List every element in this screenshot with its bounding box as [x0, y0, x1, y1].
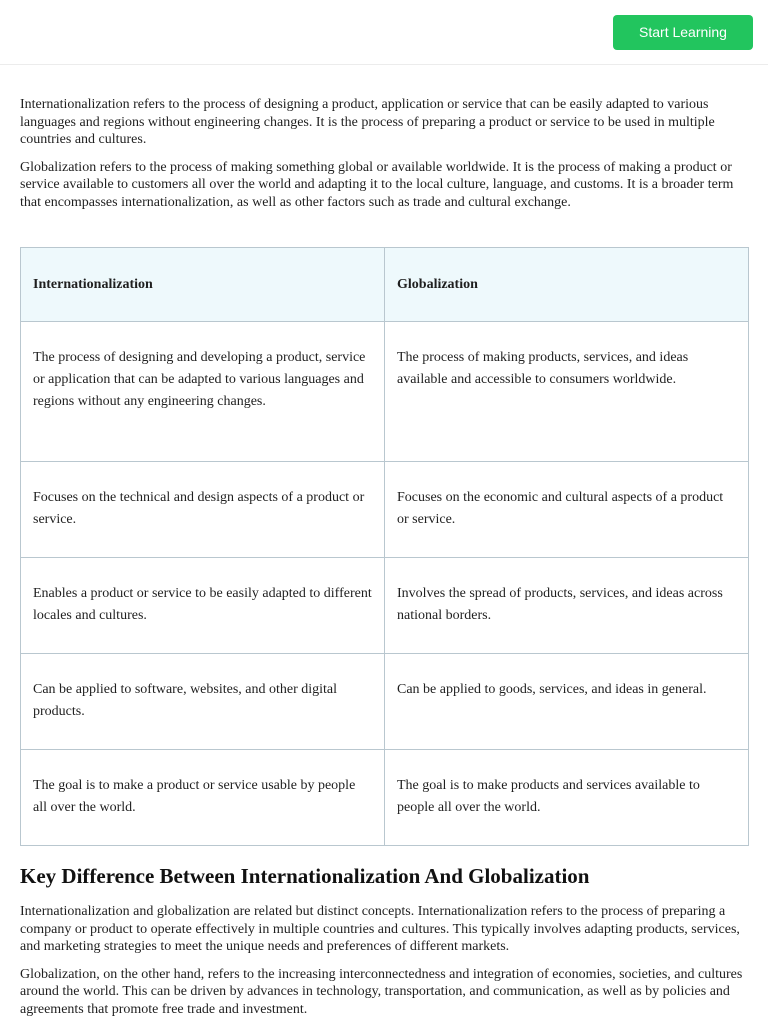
comparison-table: [20, 247, 749, 846]
table-cell: Involves the spread of products, services, and ideas across national borders.: [385, 558, 749, 654]
table-header-row: [21, 248, 749, 322]
key-difference-body: [20, 903, 748, 1018]
intro-paragraph-internationalization: Internationalization refers to the process of designing a product, application or service that can be easily adapted to various languages and regions without engineering changes. It is the process of preparing a product or service to be used in multiple countries and cultures.: [20, 97, 715, 147]
column-header-internationalization: Internationalization: [21, 248, 385, 322]
table-cell: The process of designing and developing a product, service or application that can be adapted to various languages and regions without any engineering changes.: [21, 322, 385, 462]
table-cell: The goal is to make products and services available to people all over the world.: [385, 750, 749, 846]
key-difference-paragraph: Globalization, on the other hand, refers to the increasing interconnectedness and integration of economies, societies, and cultures around the world. This can be driven by advances in technology, transportation, and communication, as well as by policies and agreements that promote free trade and investment.: [20, 966, 743, 1017]
table-row: [21, 462, 749, 558]
start-learning-button[interactable]: Start Learning: [613, 15, 753, 50]
table-cell: The process of making products, services, and ideas available and accessible to consumers worldwide.: [385, 322, 749, 462]
top-bar: [0, 0, 768, 65]
key-difference-heading: Key Difference Between Internationalization And Globalization: [20, 864, 590, 888]
table-cell: Enables a product or service to be easily adapted to different locales and cultures.: [21, 558, 385, 654]
table-cell: The goal is to make a product or service usable by people all over the world.: [21, 750, 385, 846]
column-header-globalization: Globalization: [385, 248, 749, 322]
table-cell: Focuses on the economic and cultural aspects of a product or service.: [385, 462, 749, 558]
table-cell: Can be applied to goods, services, and ideas in general.: [385, 654, 749, 750]
table-row: [21, 750, 749, 846]
key-difference-paragraph: Internationalization and globalization are related but distinct concepts. Internationalization refers to the process of preparing a company or product to operate effectively in multiple countries and cultures. This typically involves adapting products, services, and marketing strategies to meet the unique needs and preferences of different markets.: [20, 904, 740, 954]
table-row: [21, 654, 749, 750]
table-row: [21, 558, 749, 654]
table-cell: Focuses on the technical and design aspects of a product or service.: [21, 462, 385, 558]
intro-paragraph-globalization: Globalization refers to the process of making something global or available worldwide. It is the process of making a product or service available to customers all over the world and adapting it to the local culture, language, and customs. It is a broader term that encompasses internationalization, as well as other factors such as trade and cultural exchange.: [20, 159, 734, 210]
table-row: [21, 322, 749, 462]
table-cell: Can be applied to software, websites, and other digital products.: [21, 654, 385, 750]
intro-section: [20, 96, 748, 211]
